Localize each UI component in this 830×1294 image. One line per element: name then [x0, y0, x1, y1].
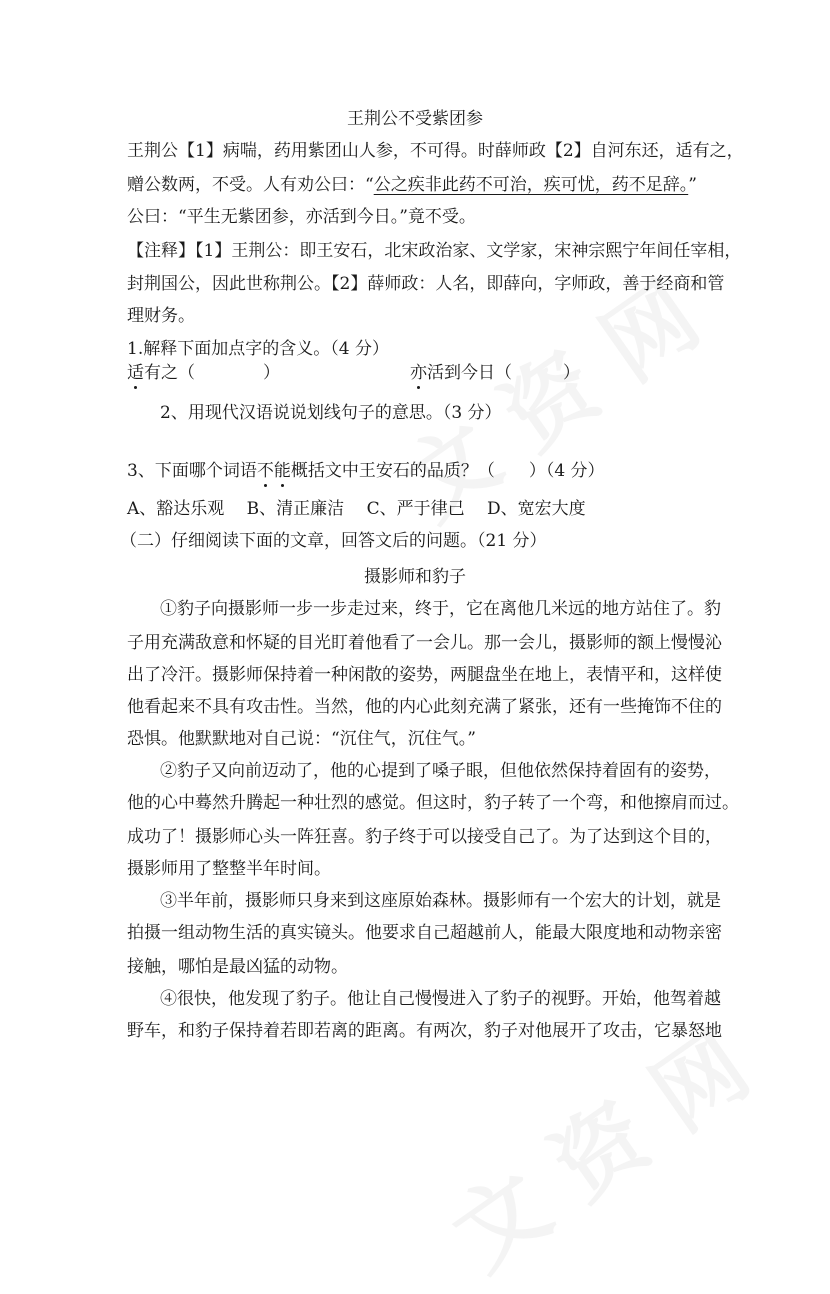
question-1a — [127, 362, 280, 384]
story-line-7: 他的心中蓦然升腾起一种壮烈的感觉。但这时，豹子转了一个弯，和他擦肩而过。 — [127, 793, 739, 813]
story-line-14: 野车，和豹子保持着若即若离的距离。有两次，豹子对他展开了攻击，它暴怒地 — [127, 1021, 722, 1041]
story-line-2: 子用充满敌意和怀疑的目光盯着他看了一会儿。那一会儿，摄影师的额上慢慢沁 — [127, 633, 722, 653]
passage1-line-2-end: ” — [688, 175, 697, 195]
notes-line-2: 封荆国公，因此世称荆公。【2】薛师政：人名，即薛向，字师政，善于经商和管 — [127, 274, 725, 294]
story-line-8: 成功了！摄影师心头一阵狂喜。豹子终于可以接受自己了。为了达到这个目的， — [127, 827, 722, 847]
section2-heading: （二）仔细阅读下面的文章，回答文后的问题。（21 分） — [120, 531, 547, 551]
notes-line-1: 【注释】【1】王荆公：即王安石，北宋政治家、文学家，宋神宗熙宁年间任宰相， — [127, 241, 742, 261]
question-3-options: A、豁达乐观 B、清正廉洁 C、严于律己 D、宽宏大度 — [127, 499, 586, 519]
question-1b — [410, 362, 580, 384]
q1a-post: 有之（ ） — [144, 363, 280, 383]
section2-title: 摄影师和豹子 — [364, 567, 466, 587]
question-2: 2、用现代汉语说说划线句子的意思。（3 分） — [160, 403, 502, 423]
dotted-char-bu: 不 — [256, 461, 274, 481]
dotted-char-shi: 适 — [127, 363, 144, 383]
story-line-5: 恐惧。他默默地对自己说：“沉住气，沉住气。” — [127, 729, 476, 749]
story-line-10: ③半年前，摄影师只身来到这座原始森林。摄影师有一个宏大的计划，就是 — [160, 891, 721, 911]
question-1: 1.解释下面加点字的含义。（4 分） — [127, 339, 389, 359]
underlined-sentence: 公之疾非此药不可治，疾可忧，药不足辞。 — [373, 175, 689, 195]
q3-post: 概括文中王安石的品质？（ ）（4 分） — [290, 461, 605, 481]
q1b-post: 活到今日（ ） — [427, 363, 580, 383]
question-3 — [127, 460, 605, 482]
story-line-11: 拍摄一组动物生活的真实镜头。他要求自己超越前人，能最大限度地和动物亲密 — [127, 923, 722, 943]
story-line-3: 出了冷汗。摄影师保持着一种闲散的姿势，两腿盘坐在地上，表情平和，这样使 — [127, 665, 722, 685]
story-line-4: 他看起来不具有攻击性。当然，他的内心此刻充满了紧张，还有一些掩饰不住的 — [127, 697, 722, 717]
story-line-13: ④很快，他发现了豹子。他让自己慢慢进入了豹子的视野。开始，他驾着越 — [160, 989, 721, 1009]
dotted-char-yi: 亦 — [410, 363, 427, 383]
story-line-1: ①豹子向摄影师一步一步走过来，终于，它在离他几米远的地方站住了。豹 — [160, 599, 721, 619]
story-line-6: ②豹子又向前迈动了，他的心提到了嗓子眼，但他依然保持着固有的姿势， — [160, 761, 721, 781]
story-line-12: 接触，哪怕是最凶猛的动物。 — [127, 957, 348, 977]
notes-line-3: 理财务。 — [127, 306, 195, 326]
passage1-line-1: 王荆公【1】病喘，药用紫团山人参，不可得。时薛师政【2】自河东还，适有之， — [127, 141, 744, 161]
q3-pre: 3、下面哪个词语 — [127, 461, 257, 481]
passage1-line-2 — [127, 174, 697, 196]
story-line-9: 摄影师用了整整半年时间。 — [127, 859, 331, 879]
passage1-line-3: 公曰：“平生无紫团参，亦活到今日。”竟不受。 — [127, 207, 476, 227]
passage1-title: 王荆公不受紫团参 — [347, 109, 483, 129]
dotted-char-neng: 能 — [273, 461, 291, 481]
passage1-line-2-start: 赠公数两，不受。人有劝公曰：“ — [127, 175, 374, 195]
